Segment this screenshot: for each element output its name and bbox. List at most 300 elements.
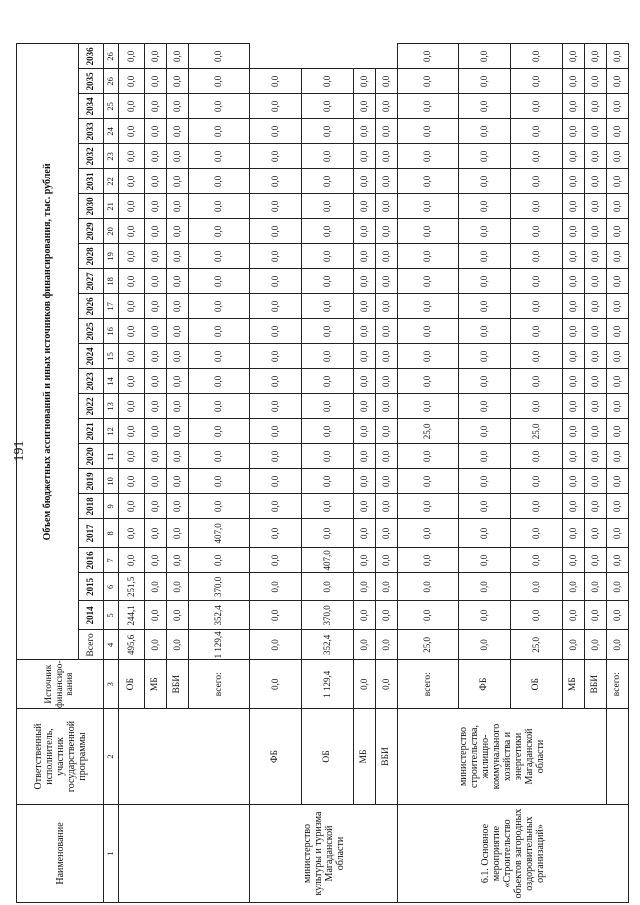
cell-value: 0,0	[563, 69, 585, 94]
cell-value: 0,0	[459, 244, 511, 269]
cell-value: 0,0	[376, 69, 398, 94]
cell-responsible	[119, 709, 250, 805]
cell-value: 0,0	[398, 548, 459, 573]
cell-source: ОБ	[511, 660, 563, 709]
cell-value: 0,0	[189, 119, 250, 144]
cell-value: 0,0	[376, 369, 398, 394]
cell-responsible: министерство строительства, жилищно-коммунального хозяйства и энергетики Магаданской области	[398, 709, 607, 805]
cell-value: 0,0	[398, 69, 459, 94]
cell-value: 0,0	[376, 519, 398, 548]
cell-value: 0,0	[459, 169, 511, 194]
cell-value: 0,0	[398, 519, 459, 548]
cell-value: 0,0	[167, 469, 189, 494]
cell-value: 0,0	[167, 369, 189, 394]
column-number: 5	[104, 601, 119, 630]
cell-value: 0,0	[398, 601, 459, 630]
cell-value: 0,0	[354, 144, 376, 169]
cell-value: 0,0	[511, 494, 563, 519]
cell-value: 0,0	[119, 344, 145, 369]
cell-value: 0,0	[607, 144, 629, 169]
column-number: 22	[104, 169, 119, 194]
header-year: 2023	[79, 369, 104, 394]
cell-value: 0,0	[250, 630, 302, 660]
header-year: 2019	[79, 469, 104, 494]
cell-value: 0,0	[189, 319, 250, 344]
header-year: 2033	[79, 119, 104, 144]
cell-value: 0,0	[189, 169, 250, 194]
cell-value: 0,0	[376, 244, 398, 269]
cell-value: 0,0	[250, 548, 302, 573]
cell-value: 0,0	[585, 244, 607, 269]
cell-value: 0,0	[354, 548, 376, 573]
column-number: 25	[104, 94, 119, 119]
cell-value: 0,0	[302, 269, 354, 294]
cell-value: 0,0	[302, 394, 354, 419]
cell-value: 0,0	[302, 369, 354, 394]
cell-value: 0,0	[250, 119, 302, 144]
cell-value: 0,0	[302, 119, 354, 144]
column-number: 26	[104, 69, 119, 94]
cell-value: 0,0	[119, 169, 145, 194]
cell-value: 0,0	[250, 601, 302, 630]
cell-value: 0,0	[398, 269, 459, 294]
cell-value: 0,0	[607, 494, 629, 519]
cell-value: 0,0	[563, 119, 585, 144]
cell-value: 0,0	[563, 144, 585, 169]
cell-value: 0,0	[119, 244, 145, 269]
cell-value: 0,0	[145, 169, 167, 194]
cell-value: 0,0	[167, 344, 189, 369]
cell-value: 0,0	[167, 244, 189, 269]
cell-value: 0,0	[354, 573, 376, 601]
cell-value: 0,0	[511, 319, 563, 344]
cell-value: 0,0	[354, 494, 376, 519]
cell-value: 0,0	[145, 194, 167, 219]
cell-value: 0,0	[167, 44, 189, 69]
cell-value: 0,0	[376, 469, 398, 494]
cell-value: 0,0	[145, 419, 167, 444]
cell-source: всего:	[398, 660, 459, 709]
cell-value: 0,0	[119, 369, 145, 394]
cell-value: 0,0	[563, 548, 585, 573]
table-row	[607, 44, 629, 903]
column-number: 13	[104, 394, 119, 419]
cell-value: 370,0	[189, 573, 250, 601]
cell-value: 0,0	[119, 44, 145, 69]
cell-value: 0,0	[189, 194, 250, 219]
column-number: 3	[104, 660, 119, 709]
cell-value: 251,5	[119, 573, 145, 601]
cell-value: 0,0	[145, 469, 167, 494]
cell-value: 0,0	[250, 344, 302, 369]
cell-value: 0,0	[459, 319, 511, 344]
cell-value: 0,0	[119, 144, 145, 169]
cell-value: 0,0	[189, 94, 250, 119]
cell-value: 0,0	[302, 69, 354, 94]
column-number: 4	[104, 630, 119, 660]
column-number: 24	[104, 119, 119, 144]
cell-value: 0,0	[398, 369, 459, 394]
cell-value: 0,0	[354, 519, 376, 548]
cell-value: 0,0	[511, 548, 563, 573]
cell-value: 0,0	[119, 319, 145, 344]
cell-value: 0,0	[189, 219, 250, 244]
cell-value: 0,0	[167, 194, 189, 219]
cell-value: 0,0	[459, 344, 511, 369]
cell-source: ФБ	[250, 709, 302, 805]
cell-value: 0,0	[563, 630, 585, 660]
cell-value: 0,0	[250, 319, 302, 344]
cell-value: 0,0	[585, 194, 607, 219]
cell-value: 0,0	[376, 144, 398, 169]
cell-value: 0,0	[607, 294, 629, 319]
cell-value: 0,0	[376, 601, 398, 630]
cell-source: ФБ	[459, 660, 511, 709]
cell-value: 25,0	[398, 630, 459, 660]
cell-value: 0,0	[167, 444, 189, 469]
header-year: 2015	[79, 573, 104, 601]
cell-value: 0,0	[119, 469, 145, 494]
cell-value: 0,0	[145, 219, 167, 244]
cell-value: 0,0	[511, 44, 563, 69]
cell-value: 0,0	[563, 494, 585, 519]
cell-value: 0,0	[119, 419, 145, 444]
cell-value: 0,0	[145, 494, 167, 519]
cell-value: 0,0	[607, 319, 629, 344]
cell-source: ВБИ	[585, 660, 607, 709]
cell-value: 0,0	[167, 94, 189, 119]
cell-source: всего:	[607, 660, 629, 709]
cell-value: 0,0	[250, 194, 302, 219]
cell-value: 0,0	[302, 444, 354, 469]
cell-source: ОБ	[119, 660, 145, 709]
column-number: 23	[104, 144, 119, 169]
cell-value: 25,0	[511, 419, 563, 444]
cell-value: 0,0	[398, 294, 459, 319]
cell-value: 0,0	[145, 269, 167, 294]
cell-value: 0,0	[250, 269, 302, 294]
cell-value: 0,0	[354, 269, 376, 294]
cell-value: 0,0	[119, 119, 145, 144]
cell-value: 495,6	[119, 630, 145, 660]
cell-value: 0,0	[354, 194, 376, 219]
cell-value: 0,0	[189, 494, 250, 519]
column-number: 20	[104, 219, 119, 244]
cell-value: 0,0	[459, 369, 511, 394]
cell-value: 0,0	[250, 144, 302, 169]
cell-value: 0,0	[607, 69, 629, 94]
cell-value: 0,0	[250, 294, 302, 319]
cell-value: 0,0	[250, 69, 302, 94]
cell-value: 0,0	[398, 244, 459, 269]
cell-value: 0,0	[607, 573, 629, 601]
cell-value: 0,0	[145, 573, 167, 601]
cell-value: 0,0	[563, 219, 585, 244]
cell-value: 0,0	[189, 344, 250, 369]
cell-value: 0,0	[607, 394, 629, 419]
header-year: 2025	[79, 319, 104, 344]
cell-value: 0,0	[376, 394, 398, 419]
cell-value: 0,0	[459, 601, 511, 630]
cell-value: 0,0	[302, 144, 354, 169]
cell-value: 0,0	[398, 119, 459, 144]
cell-value: 0,0	[376, 573, 398, 601]
cell-value: 0,0	[563, 369, 585, 394]
cell-value: 0,0	[119, 219, 145, 244]
cell-value: 0,0	[119, 94, 145, 119]
header-year: 2018	[79, 494, 104, 519]
cell-value: 407,0	[302, 548, 354, 573]
cell-value: 0,0	[511, 169, 563, 194]
cell-value: 0,0	[563, 194, 585, 219]
cell-value: 0,0	[354, 419, 376, 444]
cell-value: 0,0	[167, 269, 189, 294]
cell-value: 0,0	[189, 44, 250, 69]
column-number: 10	[104, 469, 119, 494]
table-row	[398, 44, 459, 903]
cell-value: 0,0	[563, 419, 585, 444]
cell-value: 0,0	[354, 169, 376, 194]
cell-value: 0,0	[376, 94, 398, 119]
cell-value: 0,0	[189, 548, 250, 573]
cell-value: 0,0	[398, 344, 459, 369]
cell-value: 0,0	[145, 319, 167, 344]
header-source: Источник финансиро-вания	[17, 660, 104, 709]
cell-value: 1 129,4	[302, 660, 354, 709]
cell-value: 407,0	[189, 519, 250, 548]
cell-value: 0,0	[250, 519, 302, 548]
cell-value: 0,0	[376, 630, 398, 660]
cell-value: 0,0	[511, 144, 563, 169]
cell-value: 0,0	[145, 94, 167, 119]
cell-value: 0,0	[585, 419, 607, 444]
cell-value: 0,0	[459, 419, 511, 444]
cell-value: 0,0	[607, 194, 629, 219]
cell-value: 0,0	[354, 394, 376, 419]
cell-value: 0,0	[354, 69, 376, 94]
cell-value: 0,0	[398, 394, 459, 419]
cell-value: 0,0	[585, 548, 607, 573]
cell-source: ВБИ	[167, 660, 189, 709]
cell-value: 0,0	[398, 494, 459, 519]
cell-value: 0,0	[563, 573, 585, 601]
header-year: 2035	[79, 69, 104, 94]
cell-value: 0,0	[376, 169, 398, 194]
cell-value: 0,0	[585, 519, 607, 548]
cell-value: 0,0	[563, 294, 585, 319]
cell-value: 0,0	[459, 573, 511, 601]
cell-value: 0,0	[302, 169, 354, 194]
cell-value: 0,0	[145, 294, 167, 319]
column-number: 6	[104, 573, 119, 601]
header-year: 2032	[79, 144, 104, 169]
cell-value: 0,0	[607, 419, 629, 444]
cell-value: 0,0	[250, 573, 302, 601]
cell-value: 0,0	[459, 548, 511, 573]
cell-value: 0,0	[119, 548, 145, 573]
cell-value: 0,0	[376, 294, 398, 319]
cell-value: 244,1	[119, 601, 145, 630]
cell-value: 0,0	[145, 144, 167, 169]
cell-value: 0,0	[511, 519, 563, 548]
cell-value: 0,0	[189, 444, 250, 469]
header-year: 2014	[79, 601, 104, 630]
header-year: 2030	[79, 194, 104, 219]
cell-value: 0,0	[607, 119, 629, 144]
cell-value: 0,0	[398, 169, 459, 194]
header-year: 2022	[79, 394, 104, 419]
cell-value: 0,0	[607, 219, 629, 244]
cell-value: 0,0	[354, 469, 376, 494]
cell-value: 0,0	[189, 69, 250, 94]
cell-value: 0,0	[354, 294, 376, 319]
cell-value: 0,0	[119, 444, 145, 469]
cell-value: 0,0	[585, 169, 607, 194]
cell-value: 0,0	[167, 630, 189, 660]
cell-value: 0,0	[376, 119, 398, 144]
cell-value: 0,0	[145, 69, 167, 94]
cell-name	[119, 805, 250, 903]
cell-value: 0,0	[563, 169, 585, 194]
cell-value: 0,0	[145, 44, 167, 69]
cell-value: 0,0	[167, 548, 189, 573]
header-year: 2029	[79, 219, 104, 244]
cell-value: 0,0	[398, 44, 459, 69]
cell-value: 0,0	[250, 369, 302, 394]
cell-value: 0,0	[511, 469, 563, 494]
cell-value: 0,0	[563, 319, 585, 344]
cell-value: 0,0	[354, 369, 376, 394]
column-number: 17	[104, 294, 119, 319]
cell-value: 0,0	[607, 444, 629, 469]
cell-value: 0,0	[119, 394, 145, 419]
column-number: 2	[104, 709, 119, 805]
cell-value: 0,0	[585, 601, 607, 630]
cell-value: 0,0	[250, 444, 302, 469]
cell-value: 0,0	[511, 219, 563, 244]
cell-value: 0,0	[459, 294, 511, 319]
cell-value: 0,0	[459, 394, 511, 419]
cell-value: 0,0	[398, 573, 459, 601]
column-number: 1	[104, 805, 119, 903]
cell-value: 0,0	[459, 94, 511, 119]
cell-value: 0,0	[250, 394, 302, 419]
cell-value: 0,0	[607, 44, 629, 69]
cell-value: 0,0	[189, 394, 250, 419]
cell-value: 0,0	[167, 144, 189, 169]
cell-value: 0,0	[189, 369, 250, 394]
cell-value: 0,0	[607, 369, 629, 394]
header-year: 2034	[79, 94, 104, 119]
cell-value: 0,0	[459, 269, 511, 294]
header-year: 2027	[79, 269, 104, 294]
cell-value: 0,0	[459, 219, 511, 244]
cell-value: 0,0	[563, 394, 585, 419]
cell-source: всего:	[189, 660, 250, 709]
cell-value: 0,0	[398, 319, 459, 344]
header-volume: Объем бюджетных ассигнований и иных источников финансирования, тыс. рублей	[17, 44, 79, 660]
cell-value: 0,0	[145, 630, 167, 660]
header-year: 2024	[79, 344, 104, 369]
cell-value: 0,0	[376, 319, 398, 344]
cell-value: 0,0	[511, 194, 563, 219]
cell-value: 0,0	[302, 294, 354, 319]
cell-value: 0,0	[354, 94, 376, 119]
cell-value: 0,0	[376, 419, 398, 444]
cell-value: 0,0	[189, 269, 250, 294]
cell-value: 0,0	[145, 119, 167, 144]
cell-value: 1 129,4	[189, 630, 250, 660]
cell-value: 0,0	[167, 294, 189, 319]
cell-value: 0,0	[607, 269, 629, 294]
cell-value: 0,0	[459, 119, 511, 144]
cell-responsible	[607, 709, 629, 805]
column-number: 12	[104, 419, 119, 444]
header-year: 2031	[79, 169, 104, 194]
cell-value: 0,0	[511, 244, 563, 269]
cell-value: 0,0	[511, 94, 563, 119]
cell-value: 0,0	[145, 519, 167, 548]
cell-source: ОБ	[302, 709, 354, 805]
cell-value: 0,0	[511, 601, 563, 630]
cell-value: 0,0	[511, 369, 563, 394]
cell-value: 0,0	[250, 469, 302, 494]
cell-value: 0,0	[376, 494, 398, 519]
cell-value: 0,0	[250, 660, 302, 709]
cell-value: 0,0	[119, 494, 145, 519]
cell-value: 0,0	[585, 269, 607, 294]
cell-value: 0,0	[354, 630, 376, 660]
header-year: 2016	[79, 548, 104, 573]
header-year: 2028	[79, 244, 104, 269]
cell-value: 0,0	[376, 269, 398, 294]
cell-responsible: министерство культуры и туризма Магаданской области	[250, 805, 398, 903]
cell-value: 0,0	[376, 548, 398, 573]
header-name: Наименование	[17, 805, 104, 903]
cell-value: 0,0	[398, 144, 459, 169]
cell-value: 0,0	[302, 494, 354, 519]
cell-value: 0,0	[302, 244, 354, 269]
cell-value: 0,0	[167, 601, 189, 630]
cell-source: МБ	[563, 660, 585, 709]
cell-value: 0,0	[167, 69, 189, 94]
cell-value: 352,4	[302, 630, 354, 660]
cell-value: 0,0	[585, 219, 607, 244]
cell-value: 0,0	[250, 169, 302, 194]
cell-value: 0,0	[563, 519, 585, 548]
cell-value: 0,0	[585, 630, 607, 660]
cell-source: ВБИ	[376, 709, 398, 805]
column-number: 9	[104, 494, 119, 519]
header-year: 2017	[79, 519, 104, 548]
cell-value: 0,0	[167, 494, 189, 519]
cell-value: 0,0	[376, 344, 398, 369]
table-row	[302, 44, 354, 903]
header-responsible: Ответственный исполнитель, участник государственной программы	[17, 709, 104, 805]
cell-source: МБ	[354, 709, 376, 805]
cell-value: 0,0	[607, 630, 629, 660]
cell-value: 0,0	[511, 294, 563, 319]
cell-value: 0,0	[354, 444, 376, 469]
header-year: 2021	[79, 419, 104, 444]
cell-value: 0,0	[585, 294, 607, 319]
column-number: 7	[104, 548, 119, 573]
cell-value: 0,0	[607, 244, 629, 269]
cell-value: 0,0	[585, 444, 607, 469]
cell-value: 0,0	[145, 601, 167, 630]
cell-value: 0,0	[563, 44, 585, 69]
column-number: 11	[104, 444, 119, 469]
